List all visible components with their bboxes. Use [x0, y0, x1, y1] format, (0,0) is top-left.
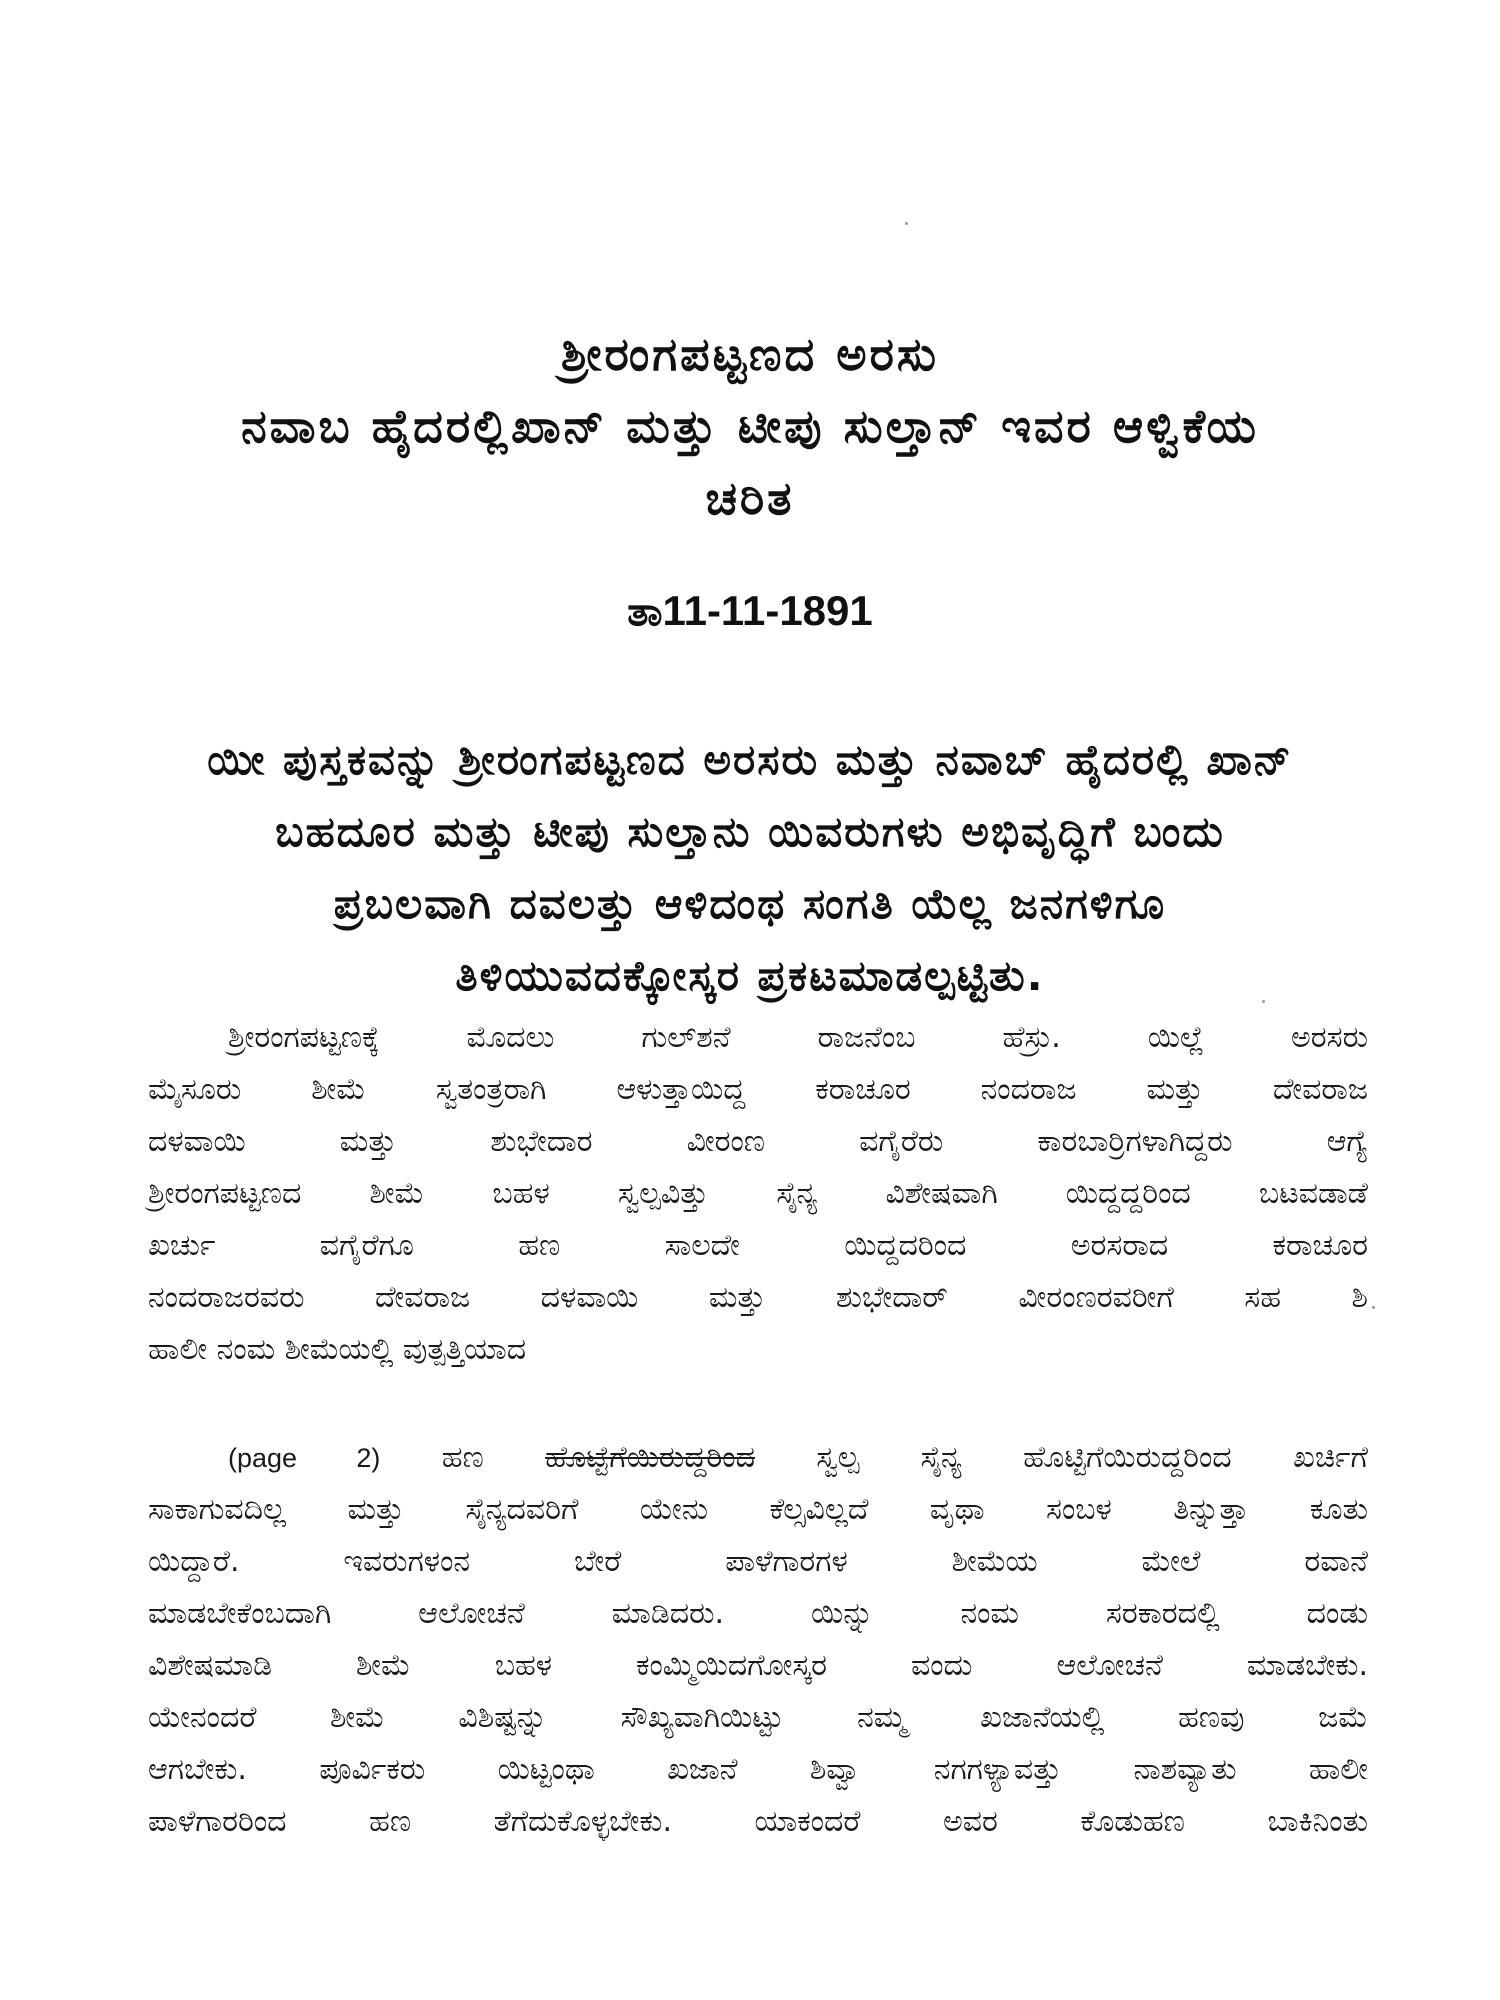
paragraph-2-line: ಆಗಬೇಕು. ಪೂರ್ವಿಕರು ಯಿಟ್ಟಂಥಾ ಖಜಾನೆ ಶಿವ್ವಾ ನಗಗಳ್ಯಾವತ್ತು ನಾಶವ್ಯಾತು ಹಾಲೀ: [148, 1752, 1368, 1787]
paragraph-2-line: ಮಾಡಬೇಕೆಂಬದಾಗಿ ಆಲೋಚನೆ ಮಾಡಿದರು. ಯಿನ್ನು ನಂಮ ಸರಕಾರದಲ್ಲಿ ದಂಡು: [148, 1596, 1368, 1631]
title-line-1: ಶ್ರೀರಂಗಪಟ್ಟಣದ ಅರಸು: [561, 327, 939, 381]
paragraph-2-line: ಯಿದ್ದಾರೆ. ಇವರುಗಳಂನ ಬೇರೆ ಪಾಳೆಗಾರಗಳ ಶೀಮೆಯ ಮೇಲೆ ರವಾನೆ: [148, 1544, 1368, 1579]
paragraph-2-line: ಸಾಕಾಗುವದಿಲ್ಲ ಮತ್ತು ಸೈನ್ಯದವರಿಗೆ ಯೇನು ಕೆಲ್ಸವಿಲ್ಲದೆ ವೃಥಾ ಸಂಬಳ ತಿನ್ನುತ್ತಾ ಕೂತು: [148, 1492, 1368, 1527]
date-value: 11-11-1891: [662, 587, 873, 634]
paragraph-1: [148, 1012, 1368, 1376]
paragraph-1-line: ಶ್ರೀರಂಗಪಟ್ಟಣಕ್ಕೆ ಮೊದಲು ಗುಲ್‌ಶನೆ ರಾಜನೆಂಬ ಹೆಸ್ರು. ಯಿಲ್ಲೆ ಅರಸರು: [228, 1020, 1368, 1055]
intro-line-4: ತಿಳಿಯುವದಕ್ಕೋಸ್ಕರ ಪ್ರಕಟಮಾಡಲ್ಪಟ್ಟಿತು.: [455, 951, 1045, 1000]
intro-heading: [150, 724, 1350, 1012]
title-line-3: ಚರಿತ: [705, 471, 795, 525]
intro-line-1: ಯೀ ಪುಸ್ತಕವನ್ನು ಶ್ರೀರಂಗಪಟ್ಟಣದ ಅರಸರು ಮತ್ತು ನವಾಬ್ ಹೈದರಲ್ಲಿ ಖಾನ್: [207, 735, 1293, 784]
paragraph-2: [148, 1432, 1368, 1848]
paragraph-2-line: ವಿಶೇಷಮಾಡಿ ಶೀಮೆ ಬಹಳ ಕಂಮ್ಮಿಯಿದಗೋಸ್ಕರ ವಂದು ಆಲೋಚನೆ ಮಾಡಬೇಕು.: [148, 1648, 1368, 1683]
paragraph-1-line: ದಳವಾಯಿ ಮತ್ತು ಶುಭೇದಾರ ವೀರಂಣ ವಗೈರೆರು ಕಾರಬಾರ್ರಿಗಳಾಗಿದ್ದರು ಆಗ್ಯೆ: [148, 1124, 1368, 1159]
scan-speck: [905, 222, 908, 225]
paragraph-2-line-1-rest: ಸ್ವಲ್ಪ ಸೈನ್ಯ ಹೊಟ್ಟಿಗೆಯಿರುದ್ದರಿಂದ ಖರ್ಚಿಗೆ: [816, 1440, 1368, 1475]
intro-line-3: ಪ್ರಬಲವಾಗಿ ದವಲತ್ತು ಆಳಿದಂಥ ಸಂಗತಿ ಯೆಲ್ಲ ಜನಗಳಿಗೂ: [333, 879, 1167, 928]
paragraph-1-line: ಮೈಸೂರು ಶೀಮೆ ಸ್ವತಂತ್ರರಾಗಿ ಆಳುತ್ತಾಯಿದ್ದ ಕರಾಚೂರ ನಂದರಾಜ ಮತ್ತು ದೇವರಾಜ: [148, 1072, 1368, 1107]
document-date: [150, 586, 1350, 637]
paragraph-2-lead: ಹಣ: [441, 1440, 484, 1475]
date-prefix: ತಾ: [627, 589, 663, 635]
struck-text: ಹೊಟ್ಟೆಗೆಯಿರುದ್ದರಿಂದ: [545, 1440, 755, 1475]
paragraph-2-line: ಪಾಳೆಗಾರರಿಂದ ಹಣ ತೆಗೆದುಕೊಳ್ಳಬೇಕು. ಯಾಕಂದರೆ ಅವರ ಕೊಡುಹಣ ಬಾಕಿನಿಂತು: [148, 1804, 1368, 1839]
scan-speck: [1372, 1306, 1375, 1309]
paragraph-1-line: ಶ್ರೀರಂಗಪಟ್ಟಣದ ಶೀಮೆ ಬಹಳ ಸ್ವಲ್ಪವಿತ್ತು ಸೈನ್ಯ ವಿಶೇಷವಾಗಿ ಯಿದ್ದದ್ದರಿಂದ ಬಟವಡಾಡೆ: [148, 1176, 1368, 1211]
paragraph-2-first-line: [148, 1432, 1368, 1484]
page-reference: (page 2): [228, 1443, 381, 1473]
scan-speck: [1262, 1000, 1265, 1003]
paragraph-1-line: ನಂದರಾಜರವರು ದೇವರಾಜ ದಳವಾಯಿ ಮತ್ತು ಶುಭೇದಾರ್ ವೀರಂಣರವರೀಗೆ ಸಹ ಶಿ: [148, 1280, 1368, 1315]
paragraph-2-line: ಯೇನಂದರೆ ಶೀಮೆ ವಿಶಿಷ್ಟನ್ನು ಸೌಖ್ಯವಾಗಿಯಿಟ್ಟು ನಮ್ಮ ಖಜಾನೆಯಲ್ಲಿ ಹಣವು ಜಮೆ: [148, 1700, 1368, 1735]
paragraph-1-line: ಖರ್ಚು ವಗೈರೆಗೂ ಹಣ ಸಾಲದೇ ಯಿದ್ದದರಿಂದ ಅರಸರಾದ ಕರಾಚೂರ: [148, 1228, 1368, 1263]
title-line-2: ನವಾಬ ಹೈದರಲ್ಲಿಖಾನ್ ಮತ್ತು ಟೀಪು ಸುಲ್ತಾನ್ ಇವರ ಆಳ್ವಿಕೆಯ: [241, 399, 1259, 453]
paragraph-1-line: ಹಾಲೀ ನಂಮ ಶೀಮೆಯಲ್ಲಿ ವುತ್ಪತ್ತಿಯಾದ: [148, 1332, 527, 1367]
document-title: [150, 318, 1350, 534]
intro-line-2: ಬಹದೂರ ಮತ್ತು ಟೀಪು ಸುಲ್ತಾನು ಯಿವರುಗಳು ಅಭಿವೃದ್ಧಿಗೆ ಬಂದು: [275, 807, 1225, 856]
